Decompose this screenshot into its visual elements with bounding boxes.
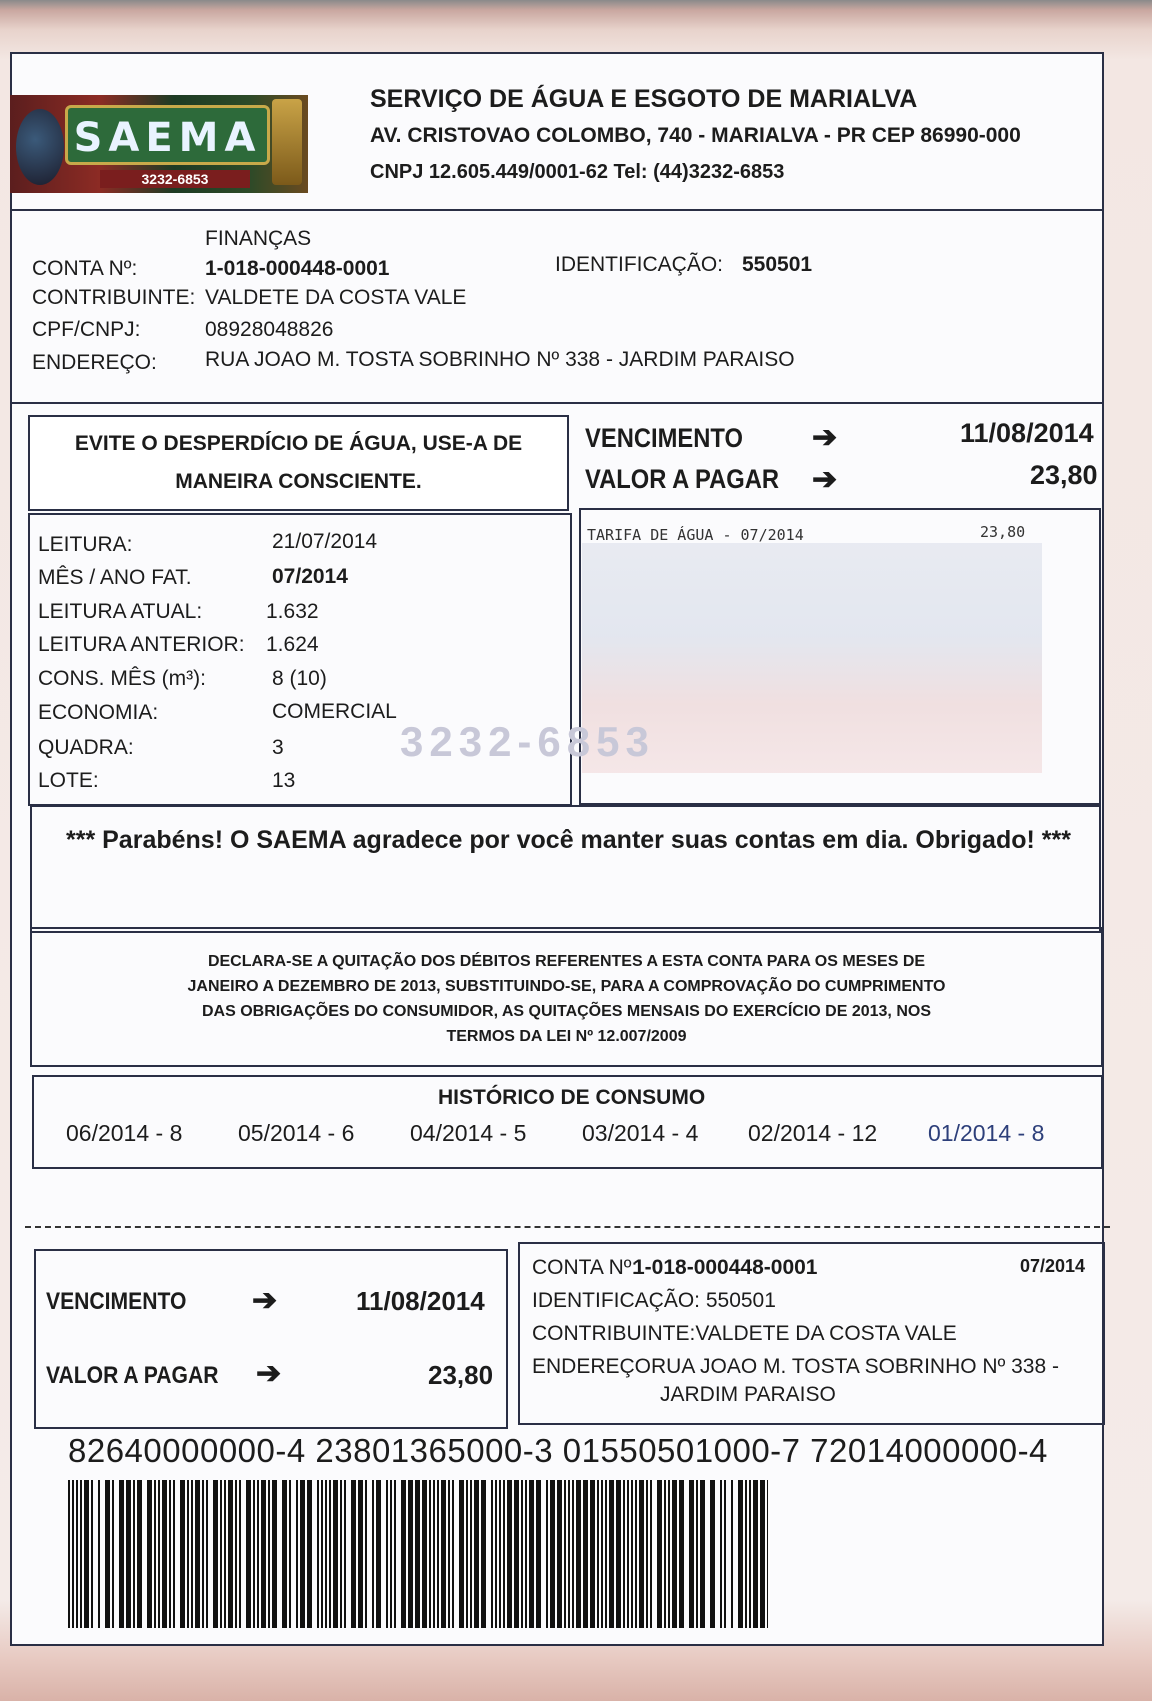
barcode-bar <box>631 1480 633 1628</box>
barcode-bar <box>635 1480 637 1628</box>
barcode-bar <box>173 1480 175 1628</box>
barcode-bar <box>68 1480 70 1628</box>
barcode-bar <box>133 1480 135 1628</box>
barcode-bar <box>546 1480 548 1628</box>
barcode-bar <box>646 1480 648 1628</box>
barcode-bar <box>749 1480 751 1628</box>
economy-label: ECONOMIA: <box>38 701 159 724</box>
barcode-bar <box>481 1480 486 1628</box>
barcode-bar <box>187 1480 189 1628</box>
barcode-bar <box>499 1480 501 1628</box>
client-divider <box>10 402 1104 404</box>
barcode-bar <box>568 1480 570 1628</box>
barcode-bar <box>657 1480 662 1628</box>
barcode-bar <box>91 1480 93 1628</box>
economy-value: COMERCIAL <box>272 700 397 723</box>
barcode-bar <box>525 1480 527 1628</box>
notice-line-2: MANEIRA CONSCIENTE. <box>175 470 422 493</box>
declaration-box <box>30 927 1103 1067</box>
previous-reading-value: 1.624 <box>266 633 319 656</box>
barcode-bar <box>700 1480 705 1628</box>
barcode-bar <box>386 1480 388 1628</box>
barcode-bar <box>76 1480 78 1628</box>
stub-id-line: IDENTIFICAÇÃO: 550501 <box>532 1289 776 1312</box>
barcode-bar <box>147 1480 152 1628</box>
address-value: RUA JOAO M. TOSTA SOBRINHO Nº 338 - JARDIM PARAISO <box>205 348 795 371</box>
barcode-bar <box>422 1480 427 1628</box>
company-address: AV. CRISTOVAO COLOMBO, 740 - MARIALVA - PR CEP 86990-000 <box>370 124 1021 147</box>
barcode-bar <box>408 1480 413 1628</box>
barcode-bar <box>639 1480 644 1628</box>
lot-value: 13 <box>272 769 296 792</box>
stub-account-label: CONTA Nº: <box>532 1256 638 1279</box>
stub-contributor-line: CONTRIBUINTE:VALDETE DA COSTA VALE <box>532 1322 957 1345</box>
tariff-watermark-phone: 3232-6853 <box>400 718 655 765</box>
barcode-bar <box>137 1480 142 1628</box>
barcode-bar <box>80 1480 82 1628</box>
barcode-bar <box>365 1480 367 1628</box>
barcode-bar <box>202 1480 204 1628</box>
barcode-bar <box>180 1480 185 1628</box>
barcode-bar <box>195 1480 200 1628</box>
barcode-bar <box>583 1480 588 1628</box>
barcode-bar <box>257 1480 259 1628</box>
barcode-bar <box>300 1480 305 1628</box>
barcode-bar <box>564 1480 566 1628</box>
barcode-bar <box>521 1480 523 1628</box>
stub-amount-arrow-icon: ➔ <box>256 1357 282 1390</box>
barcode-bar <box>358 1480 363 1628</box>
barcode-bar <box>452 1480 454 1628</box>
barcode-bar <box>390 1480 392 1628</box>
barcode-bar <box>616 1480 621 1628</box>
history-item: 06/2014 - 8 <box>66 1120 183 1146</box>
barcode-bar <box>224 1480 226 1628</box>
barcode-bar <box>672 1480 677 1628</box>
company-name: SERVIÇO DE ÁGUA E ESGOTO DE MARIALVA <box>370 85 918 113</box>
header-divider <box>10 209 1104 211</box>
lot-label: LOTE: <box>38 769 99 792</box>
block-label: QUADRA: <box>38 736 134 759</box>
barcode-bar <box>433 1480 435 1628</box>
barcode-bar <box>474 1480 479 1628</box>
declaration-line-3: DAS OBRIGAÇÕES DO CONSUMIDOR, AS QUITAÇÕES MENSAIS DO EXERCÍCIO DE 2013, NOS <box>202 1003 931 1020</box>
barcode-bar <box>597 1480 599 1628</box>
tariff-value: 23,80 <box>980 523 1026 541</box>
barcode-bar <box>394 1480 396 1628</box>
history-item: 02/2014 - 12 <box>748 1120 878 1146</box>
stub-account-value: 1-018-000448-0001 <box>633 1256 818 1279</box>
account-value: 1-018-000448-0001 <box>205 257 390 280</box>
barcode-bar <box>724 1480 726 1628</box>
billing-month-value: 07/2014 <box>272 565 348 588</box>
barcode-bar <box>590 1480 595 1628</box>
billing-month-label: MÊS / ANO FAT. <box>38 566 192 589</box>
stub-due-arrow-icon: ➔ <box>252 1284 278 1317</box>
reading-value: 21/07/2014 <box>272 530 378 553</box>
barcode-bar <box>720 1480 722 1628</box>
id-label: IDENTIFICAÇÃO: <box>555 253 724 276</box>
block-value: 3 <box>272 736 284 759</box>
consumption-value: 8 (10) <box>272 667 327 690</box>
barcode-bar <box>601 1480 603 1628</box>
stub-payment-box <box>34 1249 508 1429</box>
barcode-bar <box>376 1480 381 1628</box>
history-item: 05/2014 - 6 <box>238 1120 355 1146</box>
barcode-bar <box>321 1480 323 1628</box>
barcode-bar <box>169 1480 171 1628</box>
barcode-bar <box>268 1480 270 1628</box>
history-title: HISTÓRICO DE CONSUMO <box>438 1086 706 1109</box>
barcode-bar <box>253 1480 255 1628</box>
barcode-bar <box>191 1480 193 1628</box>
barcode-bar <box>246 1480 251 1628</box>
barcode-bar <box>664 1480 666 1628</box>
barcode-bar <box>317 1480 319 1628</box>
barcode-bar <box>550 1480 555 1628</box>
barcode-bar <box>760 1480 765 1628</box>
faucet-icon <box>272 99 302 185</box>
amount-arrow-icon: ➔ <box>812 463 838 496</box>
history-item: 04/2014 - 5 <box>410 1120 527 1146</box>
barcode-bar <box>401 1480 406 1628</box>
declaration-line-2: JANEIRO A DEZEMBRO DE 2013, SUBSTITUINDO-SE, PARA A COMPROVAÇÃO DO CUMPRIMENTO <box>187 978 946 995</box>
saema-logo <box>10 95 308 193</box>
barcode-bar <box>126 1480 131 1628</box>
barcode-bar <box>745 1480 747 1628</box>
contributor-label: CONTRIBUINTE: <box>32 286 196 309</box>
barcode-bar <box>753 1480 758 1628</box>
barcode-bar <box>351 1480 356 1628</box>
previous-reading-label: LEITURA ANTERIOR: <box>38 633 245 656</box>
history-item: 01/2014 - 8 <box>928 1120 1045 1146</box>
current-reading-value: 1.632 <box>266 600 319 623</box>
barcode-bar <box>333 1480 338 1628</box>
barcode-bar <box>609 1480 614 1628</box>
thanks-message: *** Parabéns! O SAEMA agradece por você manter suas contas em dia. Obrigado! *** <box>66 826 1071 854</box>
barcode-bar <box>239 1480 241 1628</box>
barcode-bar <box>98 1480 100 1628</box>
amount-value: 23,80 <box>1030 460 1098 490</box>
address-label: ENDEREÇO: <box>32 351 157 374</box>
barcode-bar <box>112 1480 114 1628</box>
declaration-line-1: DECLARA-SE A QUITAÇÃO DOS DÉBITOS REFERENTES A ESTA CONTA PARA OS MESES DE <box>207 953 926 970</box>
barcode-bar <box>731 1480 733 1628</box>
notice-line-1: EVITE O DESPERDÍCIO DE ÁGUA, USE-A DE <box>74 432 523 455</box>
barcode-bar <box>668 1480 670 1628</box>
barcode-bar <box>536 1480 541 1628</box>
due-label: VENCIMENTO <box>585 423 743 453</box>
barcode-bar <box>325 1480 327 1628</box>
barcode-bar <box>710 1480 715 1628</box>
barcode-bar <box>738 1480 743 1628</box>
barcode-bar <box>470 1480 472 1628</box>
barcode-bar <box>767 1480 768 1628</box>
tear-off-line <box>25 1226 1110 1228</box>
barcode-bar <box>441 1480 446 1628</box>
due-value: 11/08/2014 <box>960 418 1094 448</box>
barcode-bar <box>228 1480 233 1628</box>
barcode-bar <box>372 1480 374 1628</box>
logo-wordmark: SAEMA <box>65 105 270 165</box>
company-cnpj: CNPJ 12.605.449/0001-62 Tel: (44)3232-6853 <box>370 161 785 183</box>
barcode-bar <box>650 1480 652 1628</box>
history-item: 03/2014 - 4 <box>582 1120 699 1146</box>
barcode-bar <box>84 1480 89 1628</box>
barcode-bar <box>158 1480 160 1628</box>
amount-label: VALOR A PAGAR <box>585 464 780 494</box>
stub-due-label: VENCIMENTO <box>46 1288 187 1315</box>
grapes-icon <box>16 109 64 185</box>
stub-amount-value: 23,80 <box>428 1360 494 1390</box>
barcode-bar <box>235 1480 237 1628</box>
barcode-bar <box>162 1480 167 1628</box>
barcode-bar <box>689 1480 694 1628</box>
barcode-bar <box>466 1480 468 1628</box>
contributor-value: VALDETE DA COSTA VALE <box>205 286 467 309</box>
barcode-bar <box>507 1480 512 1628</box>
barcode-bar <box>329 1480 331 1628</box>
reading-label: LEITURA: <box>38 533 133 556</box>
barcode-bar <box>213 1480 218 1628</box>
barcode-bar <box>272 1480 277 1628</box>
barcode-bar <box>459 1480 464 1628</box>
barcode-bar <box>623 1480 625 1628</box>
stub-due-value: 11/08/2014 <box>356 1286 485 1316</box>
barcode-bar <box>576 1480 581 1628</box>
barcode-bar <box>495 1480 497 1628</box>
stub-address-line-2: JARDIM PARAISO <box>660 1383 836 1406</box>
stub-address-line-1: ENDEREÇORUA JOAO M. TOSTA SOBRINHO Nº 338 - <box>532 1355 1059 1378</box>
notice-box <box>28 415 569 511</box>
cpf-value: 08928048826 <box>205 318 334 341</box>
barcode-bar <box>557 1480 562 1628</box>
barcode-bar <box>503 1480 505 1628</box>
current-reading-label: LEITURA ATUAL: <box>38 600 203 623</box>
barcode-digits: 82640000000-4 23801365000-3 01550501000-7 72014000000-4 <box>68 1432 1048 1469</box>
declaration-line-4: TERMOS DA LEI Nº 12.007/2009 <box>446 1028 687 1045</box>
barcode-bar <box>679 1480 684 1628</box>
barcode-bar <box>340 1480 342 1628</box>
barcode-bar <box>572 1480 574 1628</box>
barcode-bar <box>105 1480 110 1628</box>
barcode-bar <box>154 1480 156 1628</box>
barcode <box>68 1480 768 1628</box>
barcode-bar <box>282 1480 287 1628</box>
stub-month: 07/2014 <box>1020 1256 1086 1276</box>
barcode-bar <box>119 1480 124 1628</box>
logo-phone: 3232-6853 <box>100 170 250 188</box>
barcode-bar <box>491 1480 493 1628</box>
barcode-bar <box>605 1480 607 1628</box>
barcode-bar <box>206 1480 208 1628</box>
barcode-bar <box>514 1480 519 1628</box>
barcode-bar <box>220 1480 222 1628</box>
barcode-bar <box>448 1480 450 1628</box>
barcode-bar <box>261 1480 266 1628</box>
barcode-bar <box>429 1480 431 1628</box>
cpf-label: CPF/CNPJ: <box>32 318 141 341</box>
barcode-bar <box>296 1480 298 1628</box>
barcode-bar <box>529 1480 534 1628</box>
barcode-bar <box>72 1480 74 1628</box>
section-label: FINANÇAS <box>205 227 312 250</box>
tariff-label: TARIFA DE ÁGUA - 07/2014 <box>587 526 804 544</box>
barcode-bar <box>307 1480 312 1628</box>
barcode-bar <box>627 1480 629 1628</box>
message-box <box>30 805 1101 933</box>
account-label: CONTA Nº: <box>32 257 138 280</box>
due-arrow-icon: ➔ <box>812 421 838 454</box>
id-value: 550501 <box>742 253 813 276</box>
barcode-bar <box>344 1480 346 1628</box>
barcode-bar <box>696 1480 698 1628</box>
barcode-bar <box>437 1480 439 1628</box>
consumption-label: CONS. MÊS (m³): <box>38 667 206 690</box>
stub-amount-label: VALOR A PAGAR <box>46 1362 219 1389</box>
barcode-bar <box>415 1480 420 1628</box>
barcode-bar <box>289 1480 291 1628</box>
